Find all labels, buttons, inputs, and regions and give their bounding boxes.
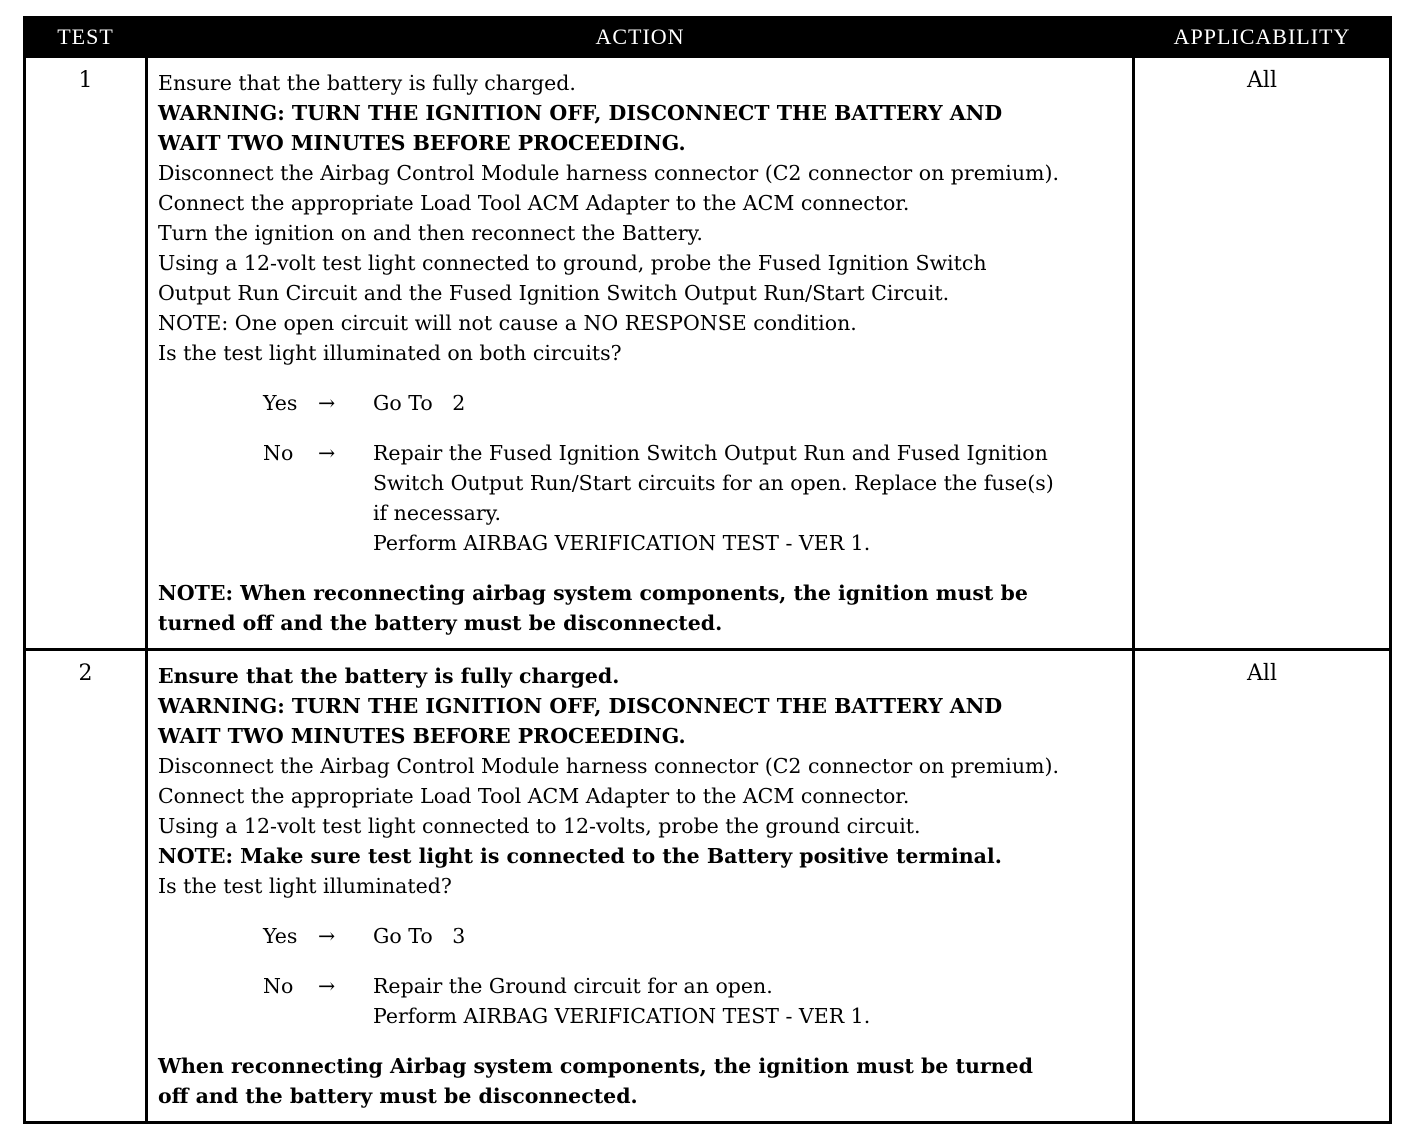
no-action xyxy=(373,971,1126,1031)
step-text: Using a 12-volt test light connected to ground, probe the Fused Ignition Switch xyxy=(158,251,987,275)
applicability-value: All xyxy=(1134,57,1391,650)
yes-label: Yes xyxy=(263,924,298,948)
step-text: Connect the appropriate Load Tool ACM Adapter to the ACM connector. xyxy=(158,784,910,808)
no-label: No xyxy=(263,974,294,998)
table-row xyxy=(25,57,1391,650)
arrow-right-icon: → xyxy=(318,441,336,465)
yes-action xyxy=(373,388,1126,418)
applicability-value: All xyxy=(1134,650,1391,1123)
arrow-right-icon: → xyxy=(318,391,336,415)
goto-text: Go To 3 xyxy=(373,924,466,948)
footer-note: When reconnecting Airbag system components, the ignition must be turned xyxy=(158,1054,1033,1078)
note-text: NOTE: Make sure test light is connected to the Battery positive terminal. xyxy=(158,844,1002,868)
footer-note: off and the battery must be disconnected. xyxy=(158,1084,638,1108)
step-text: Using a 12-volt test light connected to 12-volts, probe the ground circuit. xyxy=(158,814,921,838)
test-number: 2 xyxy=(25,650,147,1123)
warning-text: WARNING: TURN THE IGNITION OFF, DISCONNECT THE BATTERY AND xyxy=(158,101,1003,125)
goto-text: Go To 2 xyxy=(373,391,466,415)
yes-branch xyxy=(263,388,1126,418)
note-text: NOTE: One open circuit will not cause a NO RESPONSE condition. xyxy=(158,311,857,335)
no-label: No xyxy=(263,441,294,465)
step-text: Output Run Circuit and the Fused Ignition Switch Output Run/Start Circuit. xyxy=(158,281,950,305)
no-action-line: Perform AIRBAG VERIFICATION TEST - VER 1. xyxy=(373,531,871,555)
yes-label: Yes xyxy=(263,391,298,415)
no-branch xyxy=(263,438,1126,558)
arrow-right-icon: → xyxy=(318,924,336,948)
warning-text: WARNING: TURN THE IGNITION OFF, DISCONNECT THE BATTERY AND xyxy=(158,694,1003,718)
table-header-row xyxy=(25,18,1391,57)
arrow-right-icon: → xyxy=(318,974,336,998)
table-row xyxy=(25,650,1391,1123)
yes-action xyxy=(373,921,1126,951)
step-text: Ensure that the battery is fully charged. xyxy=(158,71,576,95)
no-action-line: Perform AIRBAG VERIFICATION TEST - VER 1. xyxy=(373,1004,871,1028)
footer-note: NOTE: When reconnecting airbag system components, the ignition must be xyxy=(158,581,1028,605)
question-text: Is the test light illuminated on both circuits? xyxy=(158,341,622,365)
test-number: 1 xyxy=(25,57,147,650)
step-text: Disconnect the Airbag Control Module harness connector (C2 connector on premium). xyxy=(158,161,1059,185)
action-cell xyxy=(147,57,1134,650)
no-action xyxy=(373,438,1126,558)
no-action-line: if necessary. xyxy=(373,501,502,525)
yes-branch xyxy=(263,921,1126,951)
step-text: Connect the appropriate Load Tool ACM Adapter to the ACM connector. xyxy=(158,191,910,215)
step-text: Turn the ignition on and then reconnect the Battery. xyxy=(158,221,703,245)
action-cell xyxy=(147,650,1134,1123)
question-text: Is the test light illuminated? xyxy=(158,874,452,898)
header-applicability: APPLICABILITY xyxy=(1134,18,1391,57)
no-action-line: Switch Output Run/Start circuits for an open. Replace the fuse(s) xyxy=(373,471,1054,495)
diagnostic-test-table xyxy=(23,16,1392,1124)
no-branch xyxy=(263,971,1126,1031)
warning-text: WAIT TWO MINUTES BEFORE PROCEEDING. xyxy=(158,131,686,155)
no-action-line: Repair the Fused Ignition Switch Output Run and Fused Ignition xyxy=(373,441,1048,465)
footer-note: turned off and the battery must be disconnected. xyxy=(158,611,723,635)
step-text: Disconnect the Airbag Control Module harness connector (C2 connector on premium). xyxy=(158,754,1059,778)
header-test: TEST xyxy=(25,18,147,57)
warning-text: WAIT TWO MINUTES BEFORE PROCEEDING. xyxy=(158,724,686,748)
no-action-line: Repair the Ground circuit for an open. xyxy=(373,974,773,998)
header-action: ACTION xyxy=(147,18,1134,57)
step-text: Ensure that the battery is fully charged. xyxy=(158,664,620,688)
